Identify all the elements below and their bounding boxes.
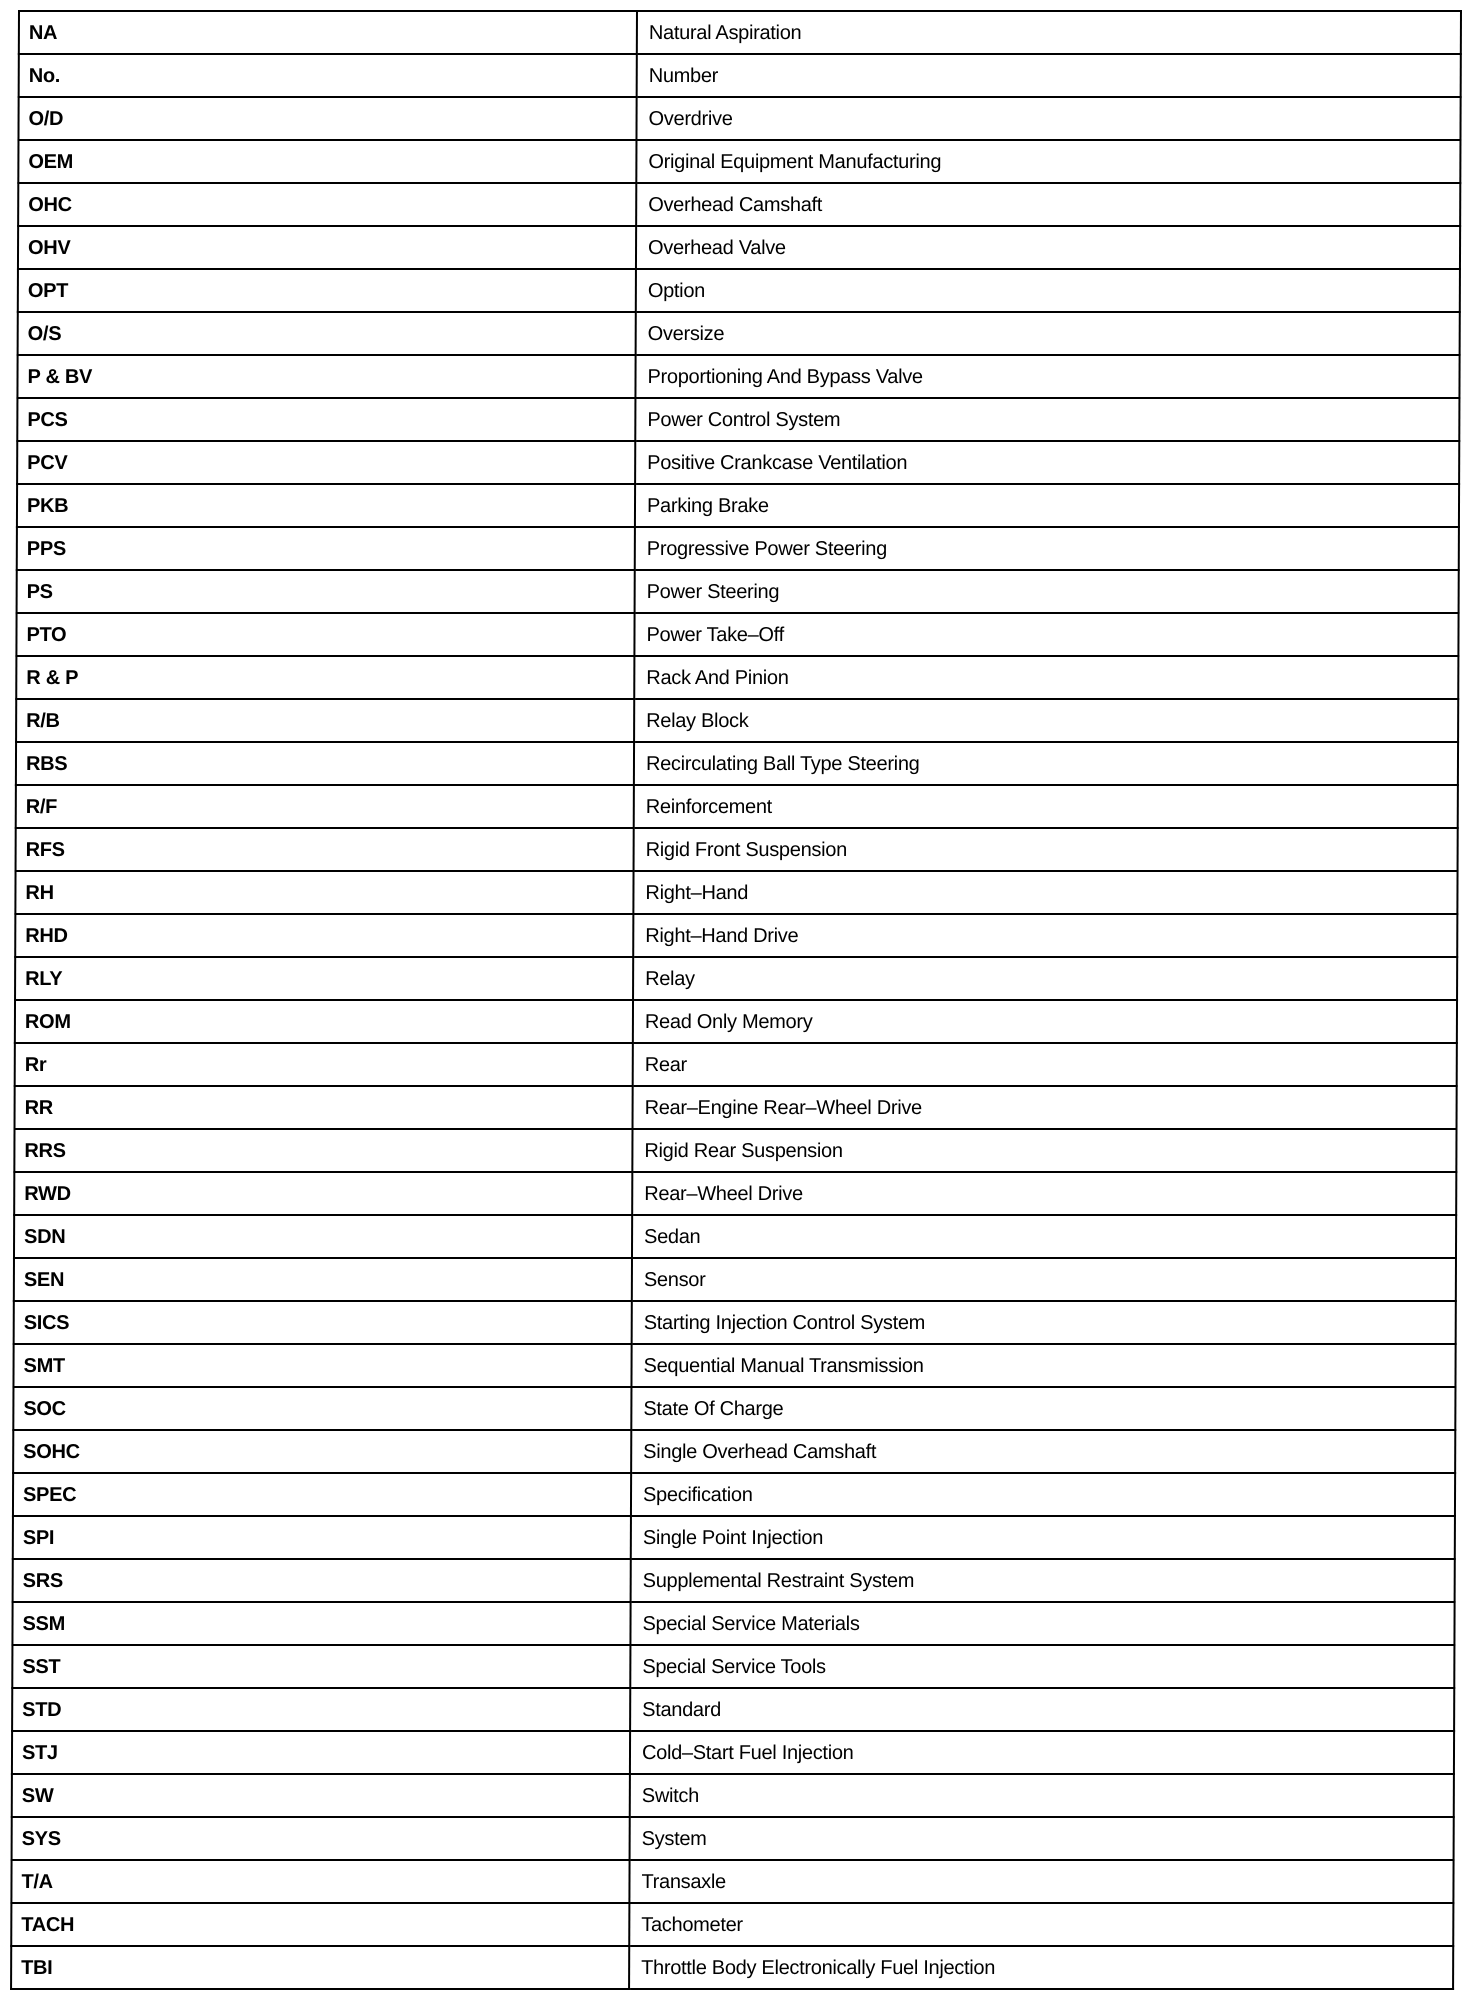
abbreviation-cell: RRS [14, 1129, 632, 1172]
abbreviation-cell: RBS [16, 742, 634, 785]
table-row [15, 914, 1457, 957]
table-row [16, 785, 1458, 828]
abbreviation-cell: SRS [13, 1559, 631, 1602]
abbreviation-cell: OEM [18, 140, 636, 183]
abbreviation-cell: R/F [16, 785, 634, 828]
abbreviation-cell: RLY [15, 957, 633, 1000]
abbreviation-cell: SOC [13, 1387, 631, 1430]
meaning-cell: Rigid Rear Suspension [632, 1129, 1456, 1172]
abbreviation-cell: T/A [11, 1860, 629, 1903]
table-row [17, 570, 1459, 613]
meaning-cell: Switch [630, 1774, 1454, 1817]
abbreviation-cell: SOHC [13, 1430, 631, 1473]
table-row [13, 1559, 1455, 1602]
meaning-cell: Single Point Injection [631, 1516, 1455, 1559]
meaning-cell: Special Service Materials [630, 1602, 1454, 1645]
meaning-cell: Natural Aspiration [637, 11, 1461, 54]
meaning-cell: Power Control System [635, 398, 1459, 441]
table-row [12, 1817, 1454, 1860]
table-row [18, 140, 1460, 183]
meaning-cell: Starting Injection Control System [632, 1301, 1456, 1344]
table-row [13, 1516, 1455, 1559]
table-row [18, 226, 1460, 269]
meaning-cell: Proportioning And Bypass Valve [635, 355, 1459, 398]
table-row [16, 699, 1458, 742]
meaning-cell: Positive Crankcase Ventilation [635, 441, 1459, 484]
abbreviation-cell: PKB [17, 484, 635, 527]
meaning-cell: Overhead Camshaft [636, 183, 1460, 226]
abbreviation-cell: STJ [12, 1731, 630, 1774]
table-row [16, 613, 1458, 656]
abbreviation-cell: SST [12, 1645, 630, 1688]
abbreviation-cell: ROM [15, 1000, 633, 1043]
table-row [18, 269, 1460, 312]
abbreviations-table [10, 10, 1462, 1990]
abbreviation-cell: RH [15, 871, 633, 914]
meaning-cell: Number [637, 54, 1461, 97]
abbreviation-cell: R & P [16, 656, 634, 699]
abbreviation-cell: SPEC [13, 1473, 631, 1516]
table-row [15, 1086, 1457, 1129]
meaning-cell: Tachometer [629, 1903, 1453, 1946]
table-row [13, 1344, 1455, 1387]
abbreviation-cell: R/B [16, 699, 634, 742]
abbreviation-cell: SSM [12, 1602, 630, 1645]
abbreviation-cell: SICS [14, 1301, 632, 1344]
table-row [11, 1946, 1453, 1989]
table-row [17, 527, 1459, 570]
meaning-cell: Read Only Memory [633, 1000, 1457, 1043]
meaning-cell: Rear [633, 1043, 1457, 1086]
abbreviation-cell: O/S [18, 312, 636, 355]
abbreviation-cell: PTO [16, 613, 634, 656]
table-row [12, 1731, 1454, 1774]
abbreviation-cell: SYS [12, 1817, 630, 1860]
table-row [14, 1258, 1456, 1301]
meaning-cell: Right–Hand [633, 871, 1457, 914]
abbreviation-cell: SPI [13, 1516, 631, 1559]
table-row [18, 97, 1460, 140]
table-row [15, 1000, 1457, 1043]
table-row [16, 828, 1458, 871]
abbreviation-cell: TBI [11, 1946, 629, 1989]
abbreviation-cell: RR [15, 1086, 633, 1129]
meaning-cell: Single Overhead Camshaft [631, 1430, 1455, 1473]
meaning-cell: Parking Brake [635, 484, 1459, 527]
table-row [15, 1043, 1457, 1086]
table-row [14, 1215, 1456, 1258]
table-row [16, 742, 1458, 785]
table-row [18, 312, 1460, 355]
meaning-cell: Cold–Start Fuel Injection [630, 1731, 1454, 1774]
meaning-cell: Sedan [632, 1215, 1456, 1258]
meaning-cell: Oversize [636, 312, 1460, 355]
meaning-cell: Special Service Tools [630, 1645, 1454, 1688]
meaning-cell: Option [636, 269, 1460, 312]
meaning-cell: Overdrive [636, 97, 1460, 140]
meaning-cell: Throttle Body Electronically Fuel Injection [629, 1946, 1453, 1989]
meaning-cell: Standard [630, 1688, 1454, 1731]
table-row [11, 1903, 1453, 1946]
table-row [11, 1860, 1453, 1903]
table-row [17, 484, 1459, 527]
meaning-cell: Sensor [632, 1258, 1456, 1301]
table-row [17, 441, 1459, 484]
abbreviation-cell: NA [19, 11, 637, 54]
table-row [17, 398, 1459, 441]
abbreviation-cell: TACH [11, 1903, 629, 1946]
meaning-cell: System [630, 1817, 1454, 1860]
abbreviation-cell: PCV [17, 441, 635, 484]
table-row [16, 656, 1458, 699]
table-row [14, 1301, 1456, 1344]
meaning-cell: Overhead Valve [636, 226, 1460, 269]
table-row [12, 1774, 1454, 1817]
abbreviation-cell: OPT [18, 269, 636, 312]
meaning-cell: Power Steering [635, 570, 1459, 613]
meaning-cell: Recirculating Ball Type Steering [634, 742, 1458, 785]
abbreviation-cell: RFS [16, 828, 634, 871]
meaning-cell: Original Equipment Manufacturing [636, 140, 1460, 183]
meaning-cell: Reinforcement [634, 785, 1458, 828]
abbreviation-cell: SEN [14, 1258, 632, 1301]
meaning-cell: State Of Charge [631, 1387, 1455, 1430]
abbreviations-table-body [11, 11, 1461, 1989]
meaning-cell: Right–Hand Drive [633, 914, 1457, 957]
abbreviation-cell: RHD [15, 914, 633, 957]
meaning-cell: Relay Block [634, 699, 1458, 742]
table-row [13, 1387, 1455, 1430]
table-row [15, 957, 1457, 1000]
table-row [19, 54, 1461, 97]
abbreviation-cell: O/D [18, 97, 636, 140]
table-row [17, 355, 1459, 398]
abbreviation-cell: PCS [17, 398, 635, 441]
table-row [18, 183, 1460, 226]
abbreviations-page [18, 10, 1462, 1979]
meaning-cell: Specification [631, 1473, 1455, 1516]
table-row [15, 871, 1457, 914]
meaning-cell: Relay [633, 957, 1457, 1000]
meaning-cell: Rear–Wheel Drive [632, 1172, 1456, 1215]
abbreviation-cell: SMT [13, 1344, 631, 1387]
meaning-cell: Rear–Engine Rear–Wheel Drive [633, 1086, 1457, 1129]
meaning-cell: Sequential Manual Transmission [631, 1344, 1455, 1387]
abbreviation-cell: STD [12, 1688, 630, 1731]
abbreviation-cell: SDN [14, 1215, 632, 1258]
table-row [14, 1172, 1456, 1215]
table-row [19, 11, 1461, 54]
meaning-cell: Power Take–Off [634, 613, 1458, 656]
table-row [12, 1602, 1454, 1645]
abbreviation-cell: RWD [14, 1172, 632, 1215]
abbreviation-cell: SW [12, 1774, 630, 1817]
abbreviation-cell: Rr [15, 1043, 633, 1086]
table-row [14, 1129, 1456, 1172]
abbreviation-cell: No. [19, 54, 637, 97]
abbreviation-cell: PS [17, 570, 635, 613]
meaning-cell: Rigid Front Suspension [634, 828, 1458, 871]
abbreviation-cell: OHV [18, 226, 636, 269]
abbreviation-cell: PPS [17, 527, 635, 570]
table-row [12, 1645, 1454, 1688]
table-row [13, 1473, 1455, 1516]
meaning-cell: Rack And Pinion [634, 656, 1458, 699]
abbreviation-cell: OHC [18, 183, 636, 226]
table-row [12, 1688, 1454, 1731]
meaning-cell: Supplemental Restraint System [631, 1559, 1455, 1602]
meaning-cell: Progressive Power Steering [635, 527, 1459, 570]
meaning-cell: Transaxle [629, 1860, 1453, 1903]
abbreviation-cell: P & BV [17, 355, 635, 398]
table-row [13, 1430, 1455, 1473]
